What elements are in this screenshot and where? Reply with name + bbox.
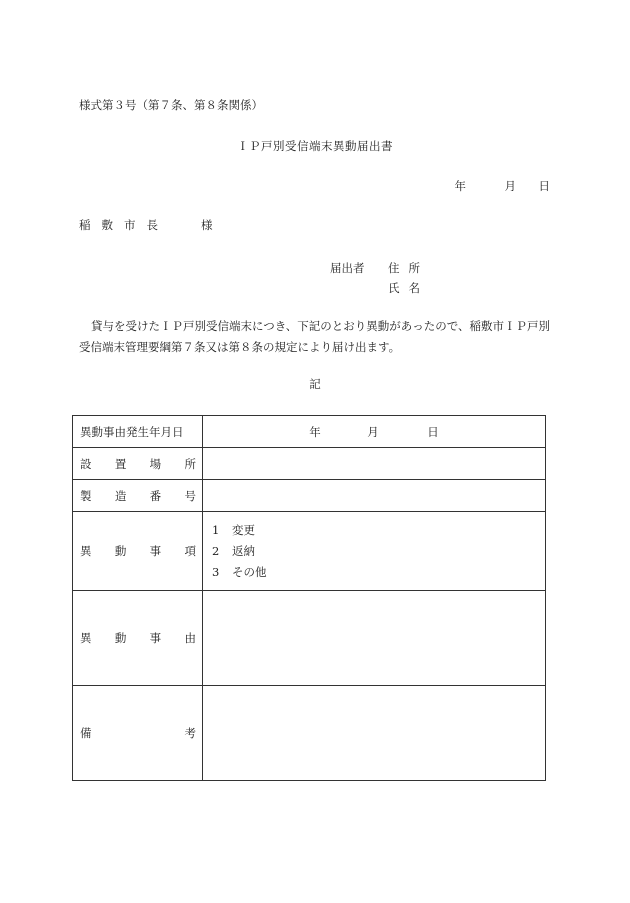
- address-label: 住所: [388, 261, 429, 275]
- row-label: [73, 591, 203, 686]
- justified-label: 異 動 事 項: [80, 544, 196, 558]
- justified-label: 設 置 場 所: [80, 456, 196, 471]
- table-row: [73, 686, 546, 781]
- date-cell-day: 日: [427, 424, 439, 439]
- remarks-field[interactable]: [203, 686, 546, 781]
- option-item[interactable]: 2 返納: [212, 543, 255, 558]
- name-label: 氏名: [388, 281, 429, 295]
- record-table: [72, 415, 546, 781]
- justified-label: 備 考: [80, 726, 196, 740]
- addressee-mayor: 稲敷市長: [79, 218, 169, 232]
- date-year-label: 年: [454, 179, 466, 193]
- date-field[interactable]: [203, 416, 546, 448]
- change-options: [203, 520, 545, 583]
- option-item[interactable]: 1 変更: [212, 522, 255, 537]
- date-cell-month: 月: [367, 424, 379, 439]
- row-label: [73, 512, 203, 591]
- justified-label: 異 動 事 由: [80, 631, 196, 645]
- row-label: [73, 686, 203, 781]
- submission-date: [455, 178, 551, 194]
- row-label: [73, 448, 203, 480]
- date-day-label: 日: [538, 179, 550, 193]
- location-field[interactable]: [203, 448, 546, 480]
- row-label: [73, 480, 203, 512]
- table-row: [73, 480, 546, 512]
- document-title: ＩＰ戸別受信端末異動届出書: [237, 139, 393, 153]
- form-number: 様式第３号（第７条、第８条関係）: [79, 98, 263, 112]
- option-item[interactable]: 3 その他: [212, 564, 267, 579]
- applicant-block: [330, 258, 429, 298]
- table-row: [73, 416, 546, 448]
- date-cell-year: 年: [309, 424, 321, 439]
- change-reason-field[interactable]: [203, 591, 546, 686]
- serial-number-field[interactable]: [203, 480, 546, 512]
- addressee: [79, 217, 213, 233]
- row-label: 異動事由発生年月日: [73, 416, 203, 448]
- justified-label: 製 造 番 号: [80, 488, 196, 503]
- date-month-label: 月: [504, 179, 516, 193]
- table-row: [73, 591, 546, 686]
- addressee-honorific: 様: [201, 218, 213, 232]
- applicant-label: 届出者: [330, 261, 365, 275]
- table-row: [73, 512, 546, 591]
- ki-marker: 記: [309, 377, 321, 391]
- table-row: [73, 448, 546, 480]
- change-items-field[interactable]: [203, 512, 546, 591]
- body-text: 貸与を受けたＩＰ戸別受信端末につき、下記のとおり異動があったので、稲敷市ＩＰ戸別受信端末管理要綱第７条又は第８条の規定により届け出ます。: [79, 319, 550, 354]
